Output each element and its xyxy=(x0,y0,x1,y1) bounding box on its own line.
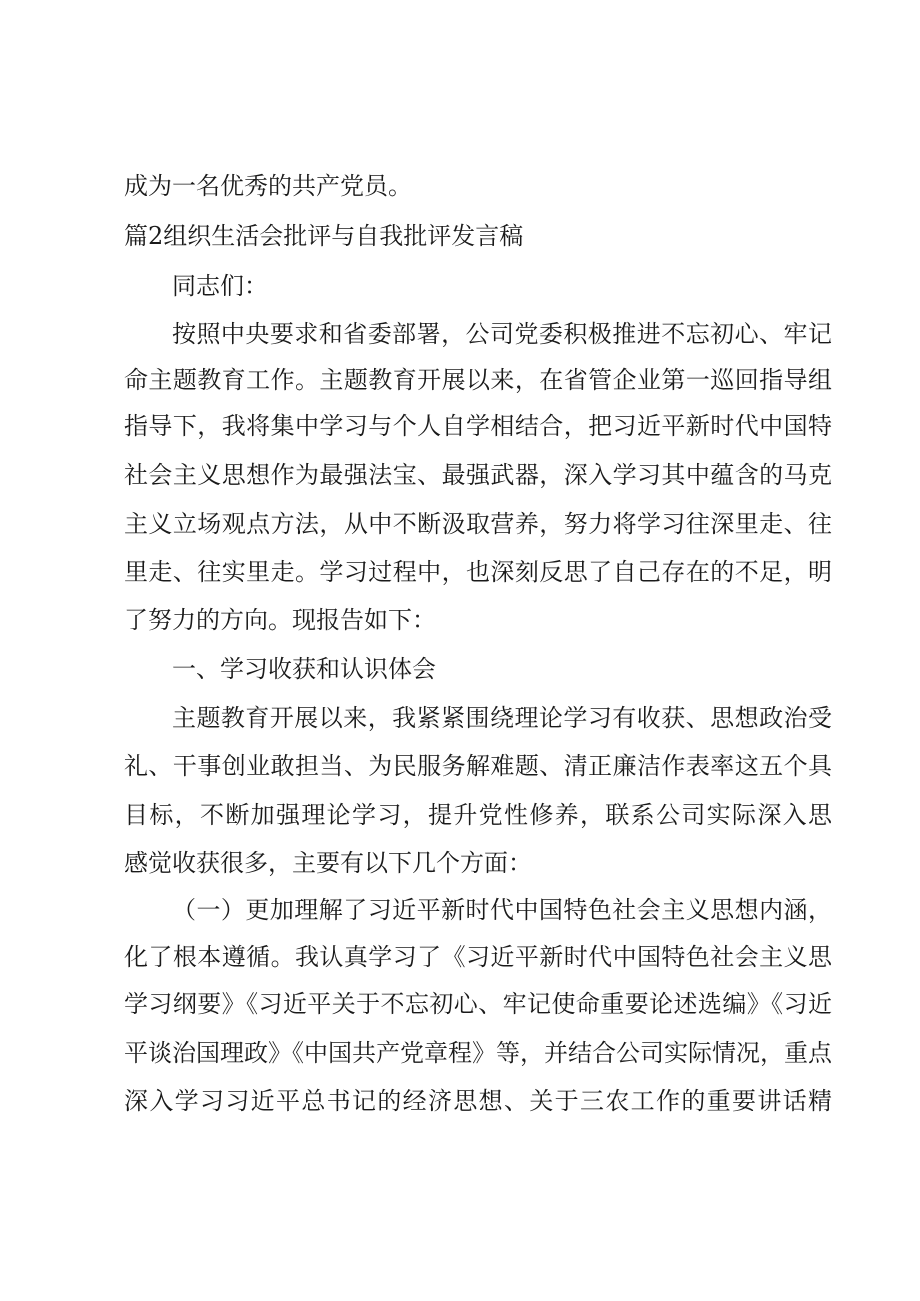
text-line: 化了根本遵循。我认真学习了《习近平新时代中国特色社会主义思 xyxy=(124,943,832,971)
subsection-heading: 一、学习收获和认识体会 xyxy=(172,655,436,683)
text-line: 成为一名优秀的共产党员。 xyxy=(124,172,412,200)
text-line: 指导下，我将集中学习与个人自学相结合，把习近平新时代中国特 xyxy=(124,412,832,440)
text-line: 社会主义思想作为最强法宝、最强武器，深入学习其中蕴含的马克 xyxy=(124,461,832,489)
text-line: 里走、往实里走。学习过程中，也深刻反思了自己存在的不足，明 xyxy=(124,558,832,586)
text-line: 学习纲要》《习近平关于不忘初心、牢记使命重要论述选编》《习近 xyxy=(124,990,832,1018)
text-line: （一）更加理解了习近平新时代中国特色社会主义思想内涵， xyxy=(172,896,832,924)
text-line: 感觉收获很多，主要有以下几个方面： xyxy=(124,849,532,877)
text-line: 深入学习习近平总书记的经济思想、关于三农工作的重要讲话精 xyxy=(124,1087,832,1115)
text-line: 目标，不断加强理论学习，提升党性修养，联系公司实际深入思 xyxy=(124,801,832,829)
text-line: 平谈治国理政》《中国共产党章程》等，并结合公司实际情况，重点 xyxy=(124,1039,832,1067)
section-heading: 篇2组织生活会批评与自我批评发言稿 xyxy=(124,222,524,250)
text-line: 主义立场观点方法，从中不断汲取营养，努力将学习往深里走、往 xyxy=(124,510,832,538)
salutation: 同志们： xyxy=(172,272,268,300)
text-line: 主题教育开展以来，我紧紧围绕理论学习有收获、思想政治受 xyxy=(172,704,832,732)
text-line: 了努力的方向。现报告如下： xyxy=(124,606,436,634)
text-line: 命主题教育工作。主题教育开展以来，在省管企业第一巡回指导组 xyxy=(124,366,832,394)
text-line: 按照中央要求和省委部署，公司党委积极推进不忘初心、牢记 xyxy=(172,320,832,348)
text-line: 礼、干事创业敢担当、为民服务解难题、清正廉洁作表率这五个具 xyxy=(124,752,832,780)
